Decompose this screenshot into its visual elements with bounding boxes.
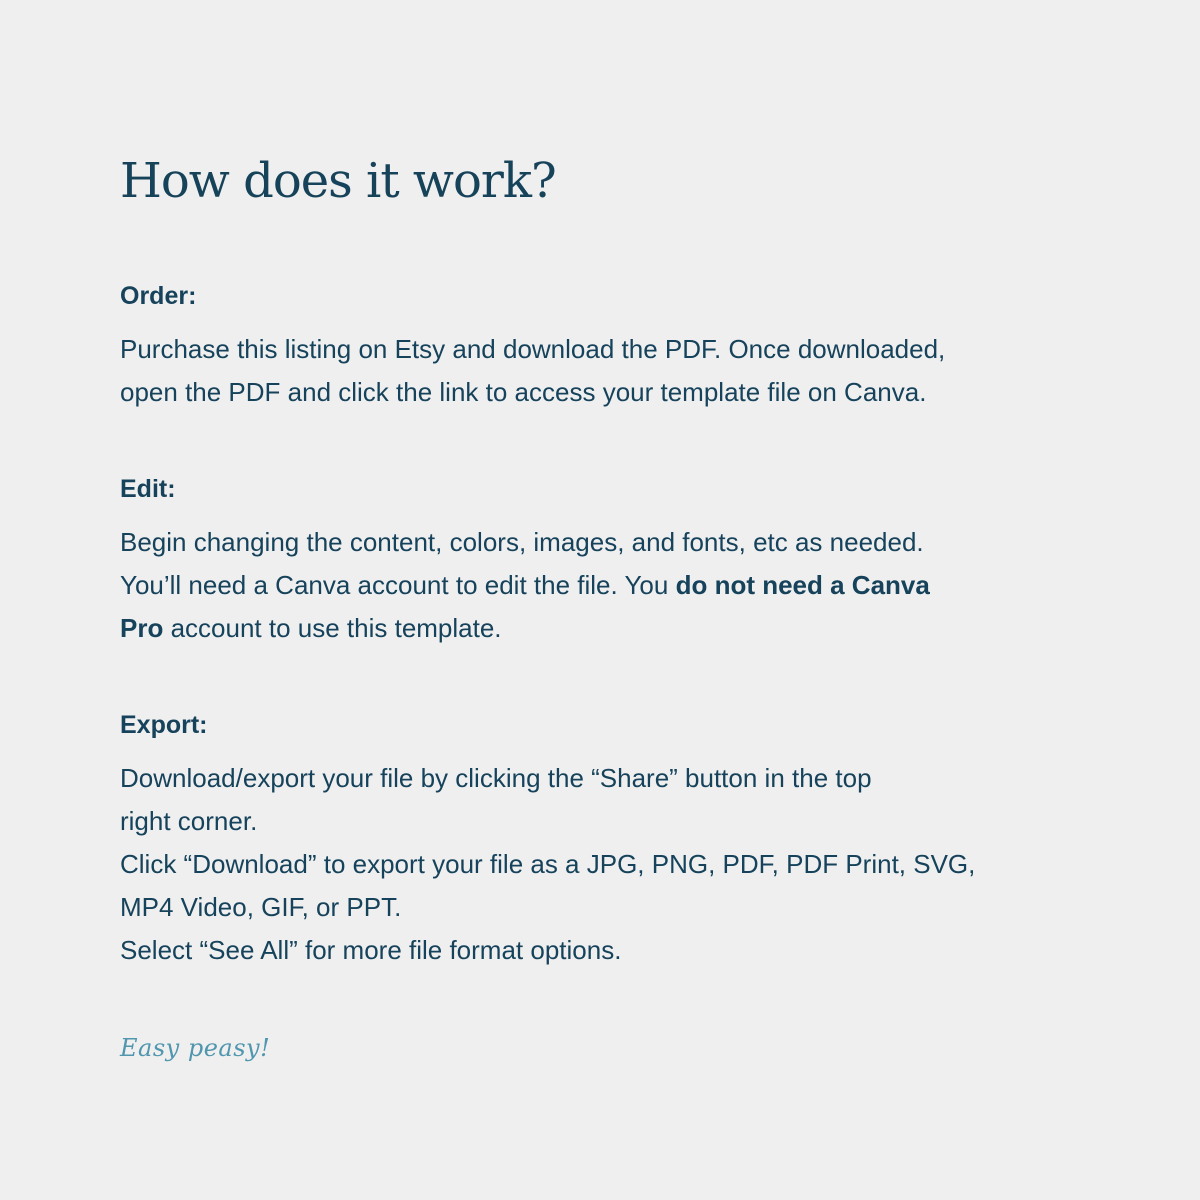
order-line-1: Purchase this listing on Etsy and download the PDF. Once downloaded, bbox=[120, 334, 946, 364]
export-see-all-line: Select “See All” for more file format options. bbox=[120, 935, 622, 965]
export-download-line-1: Click “Download” to export your file as a JPG, PNG, PDF, PDF Print, SVG, bbox=[120, 849, 976, 879]
edit-emphasis-1: do not need a Canva bbox=[675, 570, 930, 600]
export-share-line-2: right corner. bbox=[120, 806, 258, 836]
export-body bbox=[120, 757, 1080, 972]
edit-line-2-text: You’ll need a Canva account to edit the file. You bbox=[120, 570, 676, 600]
order-heading: Order: bbox=[120, 282, 197, 310]
edit-body bbox=[120, 521, 1080, 650]
page-title: How does it work? bbox=[120, 153, 556, 209]
export-heading: Export: bbox=[120, 711, 208, 739]
edit-line-3-text: account to use this template. bbox=[163, 613, 502, 643]
order-section bbox=[120, 278, 1080, 414]
export-download-line-2: MP4 Video, GIF, or PPT. bbox=[120, 892, 402, 922]
edit-line-1: Begin changing the content, colors, images, and fonts, etc as needed. bbox=[120, 527, 924, 557]
export-share-line-1: Download/export your file by clicking the “Share” button in the top bbox=[120, 763, 872, 793]
export-section bbox=[120, 707, 1080, 972]
tagline: Easy peasy! bbox=[120, 1034, 271, 1062]
edit-heading: Edit: bbox=[120, 475, 176, 503]
edit-emphasis-2: Pro bbox=[120, 613, 164, 643]
order-line-2: open the PDF and click the link to access your template file on Canva. bbox=[120, 377, 927, 407]
edit-section bbox=[120, 471, 1080, 650]
order-body bbox=[120, 328, 1080, 414]
